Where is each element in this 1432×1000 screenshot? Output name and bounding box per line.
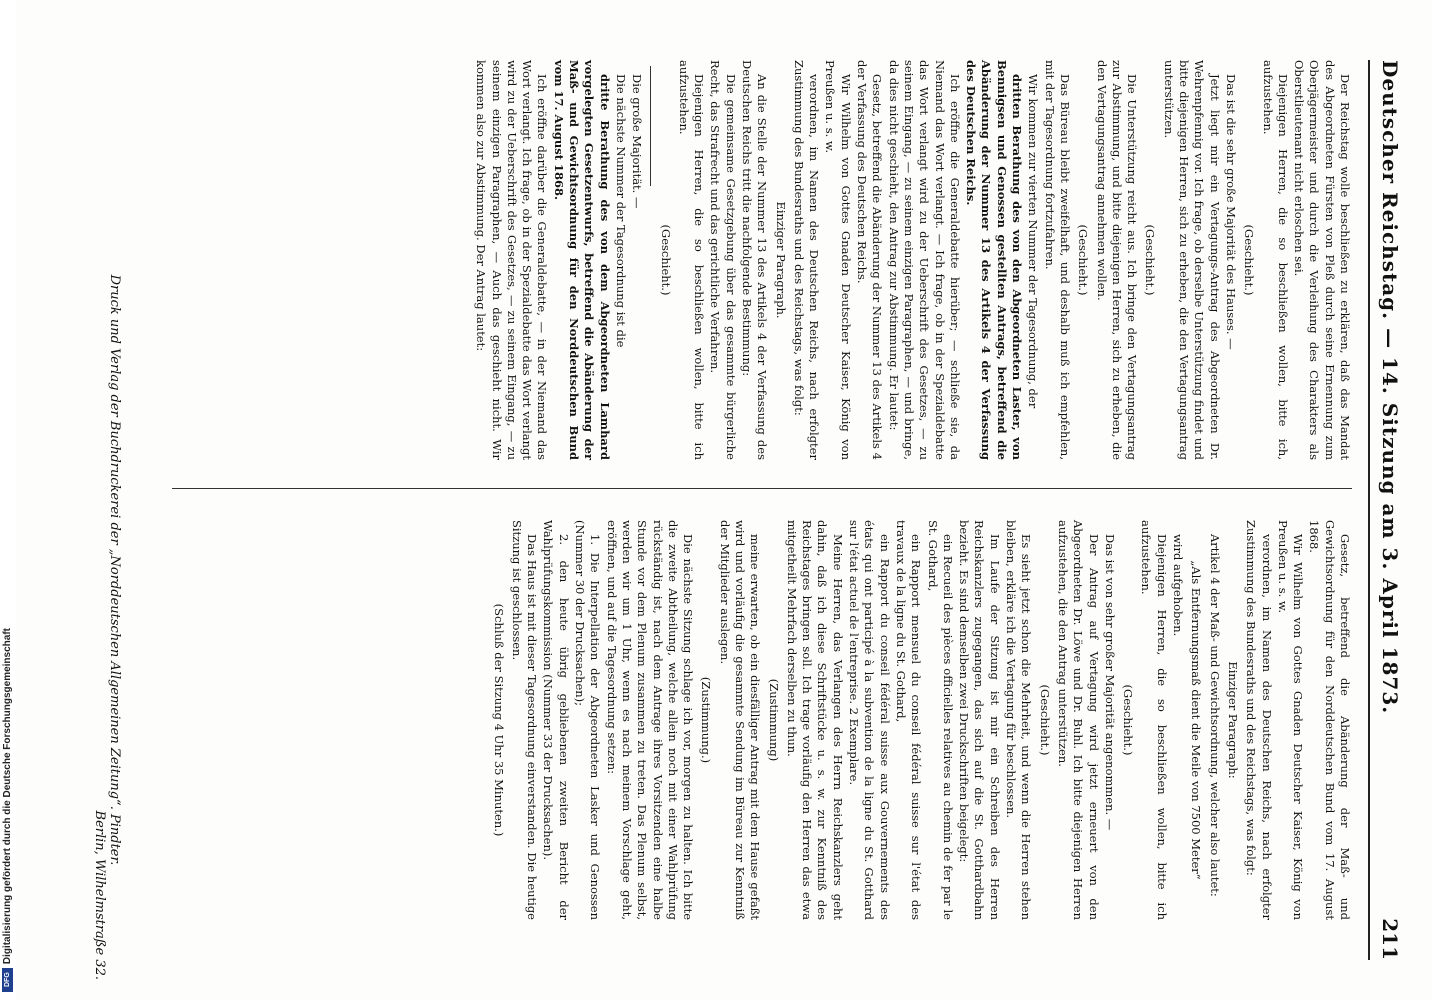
law-title: Gesetz, betreffend die Abänderung der Maß- und Gewichtsordnung für den Norddeutschen Bund vom 17. August 1868. bbox=[1307, 520, 1352, 920]
digitization-credit-strip bbox=[0, 0, 16, 1000]
stage-note: (Geschieht.) bbox=[1242, 224, 1257, 296]
imprint-line: Druck und Verlag der Buchdruckerei der „Norddeutschen Allgemeinen Zeitung“. Pindter. bbox=[107, 274, 122, 866]
paragraph: Ich eröffne die Generaldebatte hierüber; — schließe sie, da Niemand das Wort verlangt. — Ich frage, ob in der Spezialdebatte das Wort verlangt wird zu der Ueberschrift des Gesetzes, — zu seinem Eingang, — zu seinem einzigen Paragraphen, — und bringe, da dies nicht geschieht, den Antrag zur Abstimmung. Er lautet: bbox=[886, 60, 962, 460]
paragraph: Ich eröffne darüber die Generaldebatte, — in der Niemand das Wort verlangt. Ich frage, ob in der Spezialdebatte das Wort verlangt wird zu der Ueberschrift des Gesetzes, — zu seinem Eingang, — zu seinem einzigen Paragraphen, — Auch das geschieht nicht. Wir kommen also zur Abstimmung. Der Antrag lautet: bbox=[474, 60, 550, 460]
document-list-item: ein Recueil des pièces officielles relatives au chemin de fer par le St. Gothard, bbox=[925, 520, 955, 920]
paragraph: Das Büreau bleibt zweifelhaft, und deshalb muß ich empfehlen, mit der Tagesordnung fortzufahren. bbox=[1042, 60, 1072, 460]
paragraph: Das Haus ist mit dieser Tagesordnung einverstanden. Die heutige Sitzung ist geschlossen. bbox=[509, 520, 540, 920]
law-text: Die gemeinsame Gesetzgebung über das gesammte bürgerliche Recht, das Strafrecht und das gerichtliche Verfahren. bbox=[708, 60, 738, 460]
law-quote: „Als Entfernungsmaß dient die Meile von 7500 Meter“ bbox=[1189, 560, 1204, 880]
section-rule bbox=[650, 66, 651, 186]
law-preamble: verordnen, im Namen des Deutschen Reichs, nach erfolgter Zustimmung des Bundesraths und des Reichstags, was folgt: bbox=[791, 60, 822, 460]
paragraph: Jetzt liegt mir ein Vertagungs-Antrag des Abgeordneten Dr. Wehrenpfennig vor. Ich frage, ob derselbe Unterstützung findet und bitte diejenigen Herren, sich zu erheben, die den Vertagungsantrag unterstützen. bbox=[1161, 60, 1222, 460]
header-title: Deutscher Reichstag. — 14. Sitzung am 3. April 1873. bbox=[1378, 60, 1402, 715]
paragraph: Meine Herren, das Verlangen des Herrn Reichskanzlers geht dahin, daß ich diese Schriftstücke u. s. w. zur Kenntniß des Reichstages bringen soll. Ich trage vorläufig den Herren das etwa mitgetheilt Mehrfach derselben zu thun. bbox=[784, 520, 845, 920]
page-header bbox=[1368, 60, 1410, 960]
paragraph: Wir kommen zur vierten Nummer der Tagesordnung, der bbox=[1026, 74, 1041, 409]
law-preamble: Wir Wilhelm von Gottes Gnaden Deutscher Kaiser, König von Preußen u. s. w. bbox=[823, 60, 853, 460]
paragraph: Der Antrag auf Vertagung wird jetzt erneuert von den Abgeordneten Dr. Löwe und Dr. Buhl. Ich bitte diejenigen Herren aufzustehen, die den Antrag unterstützen. bbox=[1055, 520, 1101, 920]
law-heading: Einziger Paragraph. bbox=[773, 201, 788, 319]
document-list-item: ein Rapport mensuel du conseil fédéral suisse sur l'état des travaux de la ligne du St. Gothard, bbox=[893, 520, 924, 920]
closing-note: (Schluß der Sitzung 4 Uhr 35 Minuten.) bbox=[491, 603, 506, 837]
law-preamble: Wir Wilhelm von Gottes Gnaden Deutscher Kaiser, König von Preußen u. s. w. bbox=[1275, 520, 1306, 920]
paragraph: Die große Majorität. — bbox=[630, 74, 645, 209]
stage-note: (Geschieht.) bbox=[658, 224, 673, 296]
dfg-logo: DFG bbox=[2, 968, 13, 992]
paragraph: Die Unterstützung reicht aus. Ich bringe den Vertagungsantrag zur Abstimmung, und bitte diejenigen Herren, sich zu erheben, die den Vertagungsantrag annehmen wollen. bbox=[1094, 60, 1140, 460]
page-number: 211 bbox=[1378, 918, 1402, 960]
paragraph: Diejenigen Herren, die so beschließen wollen, bitte ich aufzustehen. bbox=[1139, 520, 1169, 920]
law-text: An die Stelle der Nummer 13 des Artikels 4 der Verfassung des Deutschen Reichs tritt die nachfolgende Bestimmung: bbox=[740, 60, 770, 460]
law-text: Artikel 4 der Maß- und Gewichtsordnung, welcher also lautet: bbox=[1207, 534, 1222, 897]
stage-note: (Zustimmung) bbox=[766, 678, 781, 762]
agenda-item: dritte Berathung des von dem Abgeordneten Lamhard vorgelegten Gesetzentwurfs, betreffend die Abänderung der Maß- und Gewichtsordnung für den Norddeutschen Bund vom 17. August 1868. bbox=[551, 60, 612, 460]
imprint-line: Berlin, Wilhelmstraße 32. bbox=[92, 810, 107, 980]
agenda-list-item: 2. den heute übrig gebliebenen zweiten Bericht der Wahlprüfungskommission (Nummer 33 der Drucksachen). bbox=[541, 520, 571, 920]
digitization-credit: Digitalisierung gefördert durch die Deutsche Forschungsgemeinschaft bbox=[2, 627, 13, 964]
stage-note: (Geschieht.) bbox=[1143, 224, 1158, 296]
stage-note: (Geschieht.) bbox=[1037, 684, 1052, 756]
stage-note: (Zustimmung.) bbox=[699, 676, 714, 764]
paragraph: Der Reichstag wolle beschließen zu erklären, daß das Mandat des Abgeordneten Fürsten von Pleß durch seine Ernennung zum Oberjägermeister und durch die Verleihung des Charakters als Oberstlieutenant nicht erloschen sei. bbox=[1292, 60, 1352, 460]
paragraph: Diejenigen Herren, die so beschließen wollen, bitte ich, aufzustehen. bbox=[1260, 60, 1290, 460]
printer-imprint bbox=[92, 160, 122, 980]
paragraph: Die nächste Nummer der Tagesordnung ist die bbox=[613, 74, 628, 348]
paragraph: Es sieht jetzt schon die Mehrheit, und wenn die Herren stehen bleiben, erkläre ich die Vertagung für beschlossen. bbox=[1004, 520, 1034, 920]
paragraph: Das ist die sehr große Majorität des Hauses. — bbox=[1223, 74, 1238, 350]
agenda-list-item: 1. Die Interpellation der Abgeordneten Lasker und Genossen (Nummer 30 der Drucksachen); bbox=[573, 520, 603, 920]
right-column bbox=[487, 520, 1352, 920]
paragraph: Diejenigen Herren, die so beschließen wollen, bitte ich aufzustehen. bbox=[676, 60, 707, 460]
law-title: Gesetz, betreffend die Abänderung der Nummer 13 des Artikels 4 der Verfassung des Deutschen Reichs. bbox=[855, 60, 885, 460]
law-preamble: verordnen, im Namen des Deutschen Reichs, nach erfolgter Zustimmung des Bundesraths und des Reichstags, was folgt: bbox=[1244, 520, 1274, 920]
document-list-item: ein Rapport du conseil fédéral suisse aux Gouvernements des états qui ont participé à la subvention de la ligne du St. Gotthard sur l'état actuel de l'entreprise. 2 Exemplare. bbox=[847, 520, 892, 920]
column-divider bbox=[172, 488, 1352, 489]
agenda-item: dritten Berathung des von den Abgeordneten Laster, von Bennigsen und Genossen gestellten Antrags, betreffend die Abänderung der Nummer 13 des Artikels 4 der Verfassung des Deutschen Reichs. bbox=[964, 60, 1025, 460]
paragraph: Im Laufe der Sitzung ist mir ein Schreiben des Herren Reichskanzlers zugegangen, das sich auf die St. Gotthardbahn bezieht. Es sind demselben zwei Druckschriften beigelegt: bbox=[957, 520, 1002, 920]
stage-note: (Geschieht.) bbox=[1121, 684, 1136, 756]
paragraph: meine erwarten, ob ein diesfälliger Antrag mit dem Hause gefaßt wird und vorläufig die gesammte Sendung im Büreau zur Kenntniß der Mitglieder auslegen. bbox=[717, 520, 763, 920]
law-text: wird aufgehoben. bbox=[1171, 534, 1186, 637]
paragraph: Das ist von sehr großer Majorität angenommen. — bbox=[1102, 534, 1117, 831]
stage-note: (Geschieht.) bbox=[1076, 224, 1091, 296]
law-heading: Einziger Paragraph: bbox=[1225, 661, 1240, 779]
paragraph: Die nächste Sitzung schlage ich vor, morgen zu halten. Ich bitte die zweite Abtheilung, welche allein noch mit einer Wahlprüfung rückständig ist, nach dem Antrage ihres Vorsitzenden eine halbe Stunde vor dem Plenum zusammen zu treten. Das Plenum selbst, werden wir um 1 Uhr, wenn es nach meinem Vorschlage geht, eröffnen, und auf die Tagesordnung setzen: bbox=[604, 520, 696, 920]
left-column bbox=[472, 60, 1352, 460]
